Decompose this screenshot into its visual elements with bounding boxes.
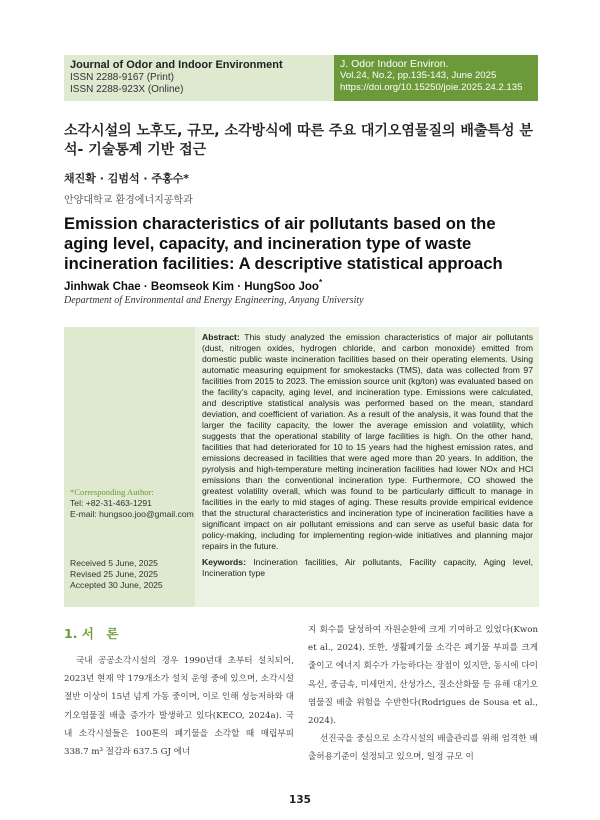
issn-print: ISSN 2288-9167 (Print) <box>70 72 174 83</box>
keywords-paragraph <box>202 557 533 579</box>
page-number: 135 <box>289 794 311 806</box>
volume-pages: Vol.24, No.2, pp.135-143, June 2025 <box>340 70 497 81</box>
body-paragraph: 지 회수를 달성하여 자원순환에 크게 기여하고 있었다(Kwon et al., 2024). 또한, 생활폐기물 소각은 폐기물 부피를 크게 줄이고 에너지 회수가 가능하다는 장점이 있지만, 동시에 다이옥신, 중금속, 미세먼지, 산성가스, 질소산화물 등 유해 대기오염물질 배출 위험을 수반한다(Rodrigues de Sousa et al., 2024). <box>308 625 538 727</box>
keywords-label: Keywords: <box>202 557 246 567</box>
korean-affiliation: 안양대학교 환경에너지공학과 <box>64 195 193 206</box>
english-affiliation: Department of Environmental and Energy Engineering, Anyang University <box>64 295 364 306</box>
journal-info-box <box>64 55 334 101</box>
abstract-body: This study analyzed the emission characteristics of major air pollutants (dust, nitrogen oxides, hydrogen chloride, and carbon monoxide) emitted from domestic public waste incineration facilities based on their operating elements. Using automatic measuring equipment for smokestacks (TMS), data was collected from 97 facilities from 2015 to 2023. The emission source unit (kg/ton) was evaluated based on the facility’s capacity, aging level, and incineration type. Emissions were calculated, and descriptive statistical analysis was performed based on the mean, standard deviation, and coefficient of variation. As a result of the analysis, it was found that the larger the facility capacity, the lower the average emission and volatility, which suggests that the operational stability of large facilities is high. On the other hand, facilities that had deteriorated for 10 to 15 years had the highest emission rates, and emissions decreased in facilities that were aged more than 20 years. In addition, the pyrolysis and high-temperature melting incineration facilities had lower NOx and HCl emissions than the conventional incineration type. Furthermore, CO showed the greatest volatility overall, which was found to be particularly difficult to manage in facilities in the early to mid stages of aging. These results provide empirical evidence that the structural characteristics and incineration type of incineration facilities have a significant impact on air pollutant emissions and can serve as useful basic data for policy-making, including for implementing region-wide initiatives and planning major repairs in the future. <box>202 332 533 551</box>
english-authors <box>64 278 322 293</box>
corresponding-author <box>70 487 194 520</box>
body-paragraph: 국내 공공소각시설의 경우 1990년대 초부터 설치되어, 2023년 현재 약 179개소가 설치 운영 중에 있으며, 소각시설 절반 이상이 15년 넘게 가동 중이며, 이로 인해 성능저하와 대기오염물질 배출 증가가 발생하고 있다(KECO, 2024a). 국내 소각시설들은 100톤의 폐기물을 소각할 때 매립부피 338.7 m³ 절감과 637.5 GJ 에너 <box>64 656 294 758</box>
english-author-names: Jinhwak Chae · Beomseok Kim · HungSoo Joo <box>64 280 319 293</box>
abstract-paragraph <box>202 332 533 552</box>
body-paragraph: 선진국을 중심으로 소각시설의 배출관리를 위해 엄격한 배출허용기준이 설정되고 있으며, 일정 규모 이 <box>308 734 538 763</box>
received-date: Received 5 June, 2025 <box>70 558 158 568</box>
english-title: Emission characteristics of air pollutants based on the aging level, capacity, and incineration type of waste incineration facilities: A descriptive statistical approach <box>64 214 503 273</box>
body-column-left <box>64 652 294 761</box>
doi-link[interactable]: https://doi.org/10.15250/joie.2025.24.2.135 <box>340 82 523 93</box>
section-heading: 1. 서 론 <box>64 626 119 641</box>
keywords-list: Incineration facilities, Air pollutants, Facility capacity, Aging level, Incineration type <box>202 557 533 578</box>
abstract-text-area <box>195 327 539 607</box>
corresponding-label: *Corresponding Author: <box>70 487 154 497</box>
article-dates <box>70 558 163 591</box>
corresponding-tel: Tel: +82-31-463-1291 <box>70 498 152 508</box>
abstract-box <box>64 327 539 607</box>
abstract-label: Abstract: <box>202 332 240 342</box>
corresponding-email[interactable]: E-mail: hungsoo.joo@gmail.com <box>70 509 194 519</box>
journal-abbrev: J. Odor Indoor Environ. <box>340 58 449 70</box>
korean-title: 소각시설의 노후도, 규모, 소각방식에 따른 주요 대기오염물질의 배출특성 분석- 기술통계 기반 접근 <box>64 123 533 158</box>
abstract-sidebar <box>64 327 194 607</box>
corresponding-mark: * <box>318 278 323 287</box>
journal-name: Journal of Odor and Indoor Environment <box>70 59 283 71</box>
revised-date: Revised 25 June, 2025 <box>70 569 158 579</box>
accepted-date: Accepted 30 June, 2025 <box>70 580 163 590</box>
citation-box <box>334 55 538 101</box>
korean-authors: 채진확 · 김범석 · 주홍수* <box>64 172 190 185</box>
body-column-right <box>308 621 538 767</box>
issn-online: ISSN 2288-923X (Online) <box>70 84 184 95</box>
